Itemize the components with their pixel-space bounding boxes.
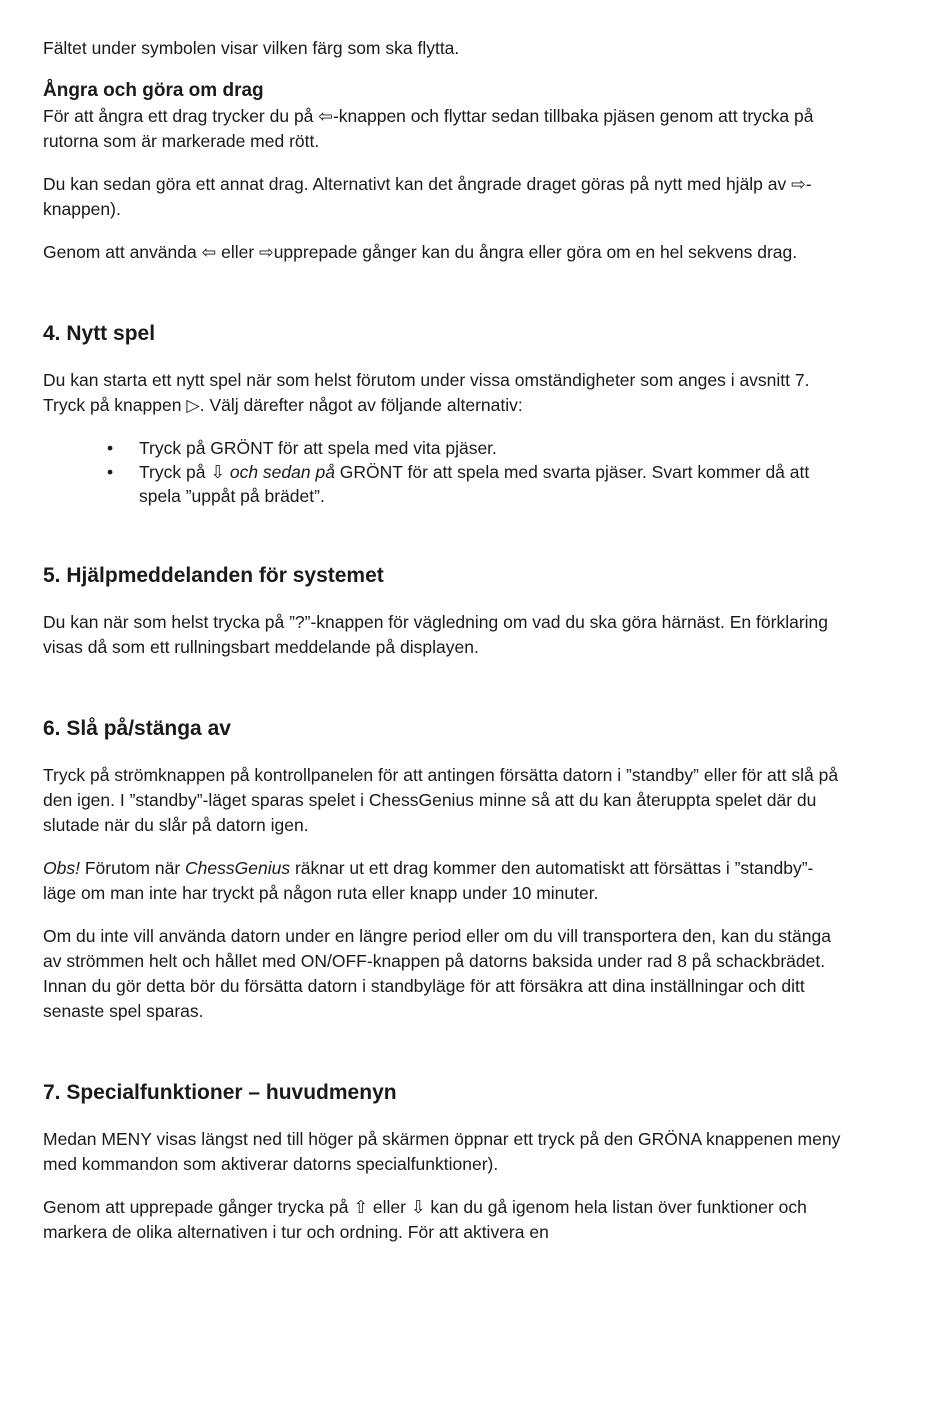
section-4-heading: 4. Nytt spel xyxy=(43,322,156,345)
section-5-paragraph: Du kan när som helst trycka på ”?”-knappen för vägledning om vad du ska göra härnäst. En förklaring visas då som ett rullningsbart meddelande på displayen. xyxy=(43,612,828,657)
intro-paragraph: Fältet under symbolen visar vilken färg som ska flytta. xyxy=(43,38,460,58)
list-item-text: Tryck på GRÖNT för att spela med vita pjäser. xyxy=(139,438,497,458)
bullet-icon: • xyxy=(107,438,114,458)
list-item xyxy=(43,436,843,460)
bullet-icon: • xyxy=(107,462,114,482)
undo-paragraph-1: För att ångra ett drag trycker du på ⇦-knappen och flyttar sedan tillbaka pjäsen genom att trycka på rutorna som är markerade med rött. xyxy=(43,106,814,151)
section-5-heading: 5. Hjälpmeddelanden för systemet xyxy=(43,564,384,587)
note-text-mid: Förutom när xyxy=(79,858,186,878)
section-6-paragraph-1: Tryck på strömknappen på kontrollpanelen för att antingen försätta datorn i ”standby” eller för att slå på den igen. I ”standby”-läget sparas spelet i ChessGenius minne så att du kan återuppta spelet där du slutade när du slår på datorn igen. xyxy=(43,765,839,835)
undo-heading: Ångra och göra om drag xyxy=(43,80,264,101)
section-6-paragraph-3: Om du inte vill använda datorn under en längre period eller om du vill transportera den, kan du stänga av strömmen helt och hållet med ON/OFF-knappen på datorns baksida under rad 8 på schackbrädet. Innan du gör detta bör du försätta datorn i standbyläge för att försäkra att dina inställningar och ditt senaste spel sparas. xyxy=(43,926,831,1021)
undo-paragraph-3: Genom att använda ⇦ eller ⇨upprepade gånger kan du ångra eller göra om en hel sekvens drag. xyxy=(43,242,798,262)
section-4-list xyxy=(43,436,843,508)
section-6-paragraph-2 xyxy=(43,856,843,906)
note-text-post: räknar ut ett drag kommer den automatiskt att försättas i ”standby”-läge om man inte har tryckt på någon ruta eller knapp under 10 minuter. xyxy=(43,858,814,903)
section-7-paragraph-2: Genom att upprepade gånger trycka på ⇧ eller ⇩ kan du gå igenom hela listan över funktioner och markera de olika alternativen i tur och ordning. För att aktivera en xyxy=(43,1197,807,1242)
note-label: Obs! xyxy=(43,858,80,878)
section-7-heading: 7. Specialfunktioner – huvudmenyn xyxy=(43,1081,397,1104)
list-item-text-pre: Tryck på ⇩ xyxy=(139,462,230,482)
section-7-paragraph-1: Medan MENY visas längst ned till höger på skärmen öppnar ett tryck på den GRÖNA knappenen meny med kommandon som aktiverar datorns specialfunktioner). xyxy=(43,1129,841,1174)
list-item xyxy=(43,460,843,508)
product-name: ChessGenius xyxy=(185,858,291,878)
list-item-text-emphasis: och sedan på xyxy=(229,462,335,482)
undo-paragraph-2: Du kan sedan göra ett annat drag. Alternativt kan det ångrade draget göras på nytt med hjälp av ⇨-knappen). xyxy=(43,174,812,219)
list-item-text-post: GRÖNT för att spela med svarta pjäser. Svart kommer då att spela ”uppåt på brädet”. xyxy=(139,462,810,506)
section-4-paragraph: Du kan starta ett nytt spel när som helst förutom under vissa omständigheter som anges i avsnitt 7. Tryck på knappen ▷. Välj därefter något av följande alternativ: xyxy=(43,370,810,415)
section-6-heading: 6. Slå på/stänga av xyxy=(43,717,231,740)
document-page xyxy=(43,36,843,1245)
